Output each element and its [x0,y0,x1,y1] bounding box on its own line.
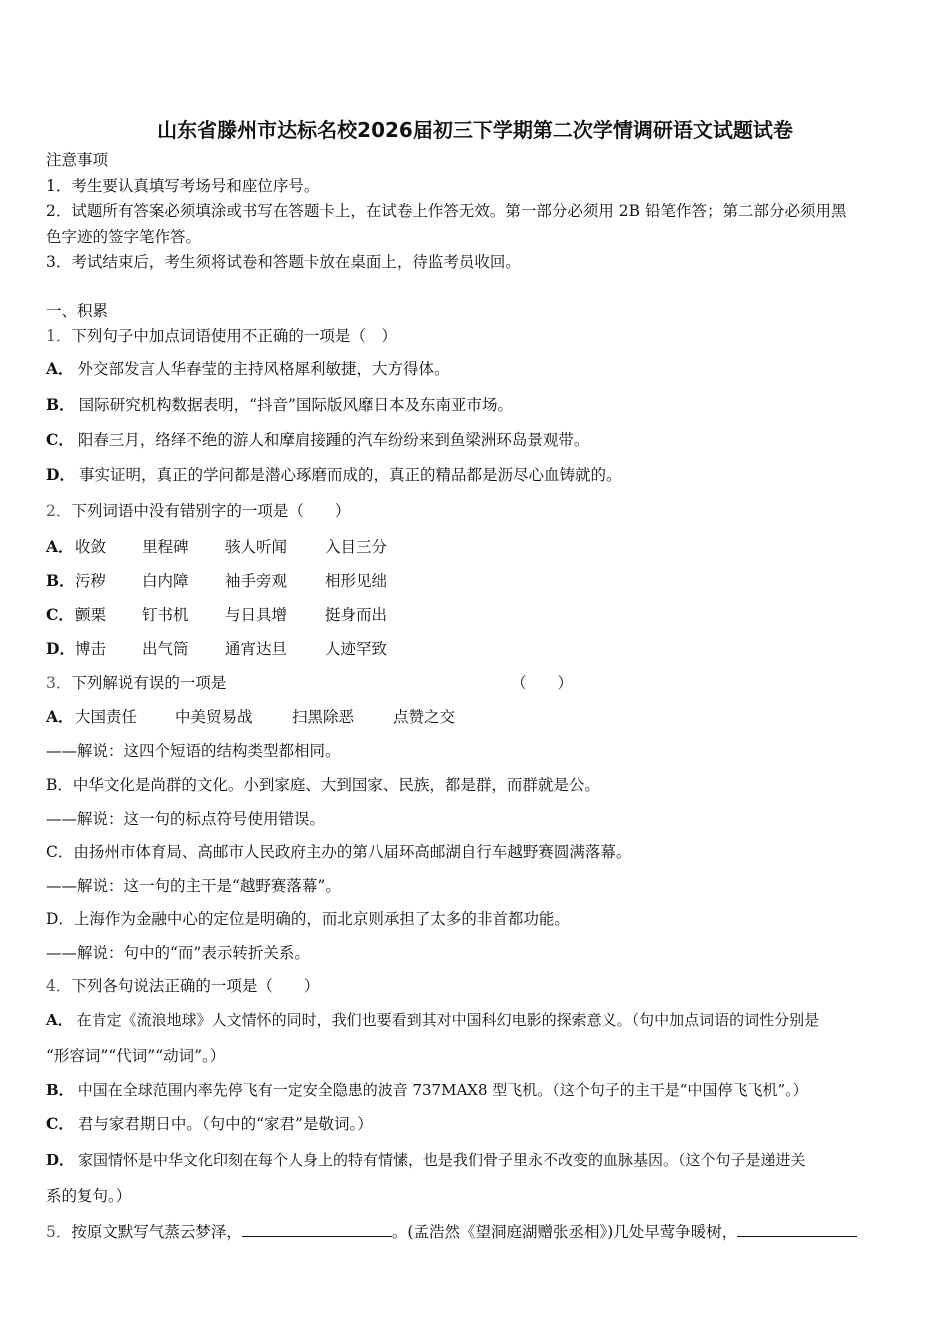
option-d [46,465,621,485]
option-text: 阳春三月，络绎不绝的游人和摩肩接踵的汽车纷纷来到鱼梁洲环岛景观带。 [77,431,590,449]
word: 大国责任 [75,708,138,726]
question-number: 3． [46,674,72,692]
question-stem: 下列句子中加点词语使用不正确的一项是（ ） [71,327,397,345]
option-text: 在肯定《流浪地球》人文情怀的同时，我们也要看到其对中国科幻电影的探索意义。（句中加点词语的词性分别是 [76,1011,820,1029]
option-label: A． [46,537,74,556]
answer-blank[interactable] [242,1222,392,1237]
option-a [46,1010,819,1030]
option-label: B． [46,571,75,590]
word: 入目三分 [325,538,388,556]
notice-heading: 注意事项 [46,151,109,169]
word: 通宵达旦 [225,640,288,658]
option-d [46,1150,806,1170]
option-c [46,430,589,450]
question-5 [46,1222,857,1242]
question-2 [46,501,350,521]
option-c: C．由扬州市体育局、高邮市人民政府主办的第八届环高邮湖自行车越野赛圆满落幕。 [46,843,632,861]
notice-item: 2．试题所有答案必须填涂或书写在答题卡上，在试卷上作答无效。第一部分必须用 2B 铅笔作答；第二部分必须用黑 [46,202,847,220]
question-number: 4． [46,977,72,995]
question-number: 5． [46,1223,72,1241]
question-stem: 下列解说有误的一项是 [71,674,227,692]
question-text: 。(孟浩然《望洞庭湖赠张丞相》)几处早莺争暖树， [391,1223,738,1241]
section-heading: 一、积累 [46,302,109,320]
option-text: 君与家君期日中。（句中的“家君”是敬词。） [77,1115,373,1133]
option-a [46,537,446,557]
word: 相形见绌 [325,572,388,590]
question-number: 1． [46,327,72,345]
word: 中美贸易战 [175,708,253,726]
word: 出气筒 [142,640,189,658]
word: 袖手旁观 [225,572,288,590]
word: 污秽 [75,572,107,590]
option-label: A． [46,1011,73,1029]
option-text: 家国情怀是中华文化印刻在每个人身上的特有情愫，也是我们骨子里永不改变的血脉基因。（这个句子是递进关 [78,1151,806,1169]
word: 里程碑 [142,538,189,556]
word: 扫黑除恶 [292,708,355,726]
option-b [46,1080,808,1100]
question-stem: 下列词语中没有错别字的一项是（ ） [71,502,351,520]
explanation: ——解说：这一句的主干是“越野赛落幕”。 [46,877,341,895]
option-a [46,707,546,727]
option-label: D． [46,1151,75,1169]
option-label: C． [46,605,74,624]
option-d-continued: 系的复句。） [46,1187,132,1205]
option-b: B．中华文化是尚群的文化。小到家庭、大到国家、民族，都是群，而群就是公。 [46,776,600,794]
option-b [46,395,513,415]
notice-item: 色字迹的签字笔作答。 [46,228,202,246]
option-text: 国际研究机构数据表明，“抖音”国际版风靡日本及东南亚市场。 [78,396,513,414]
option-c [46,605,446,625]
option-label: B． [46,395,75,414]
word: 博击 [75,640,107,658]
explanation: ——解说：这四个短语的结构类型都相同。 [46,742,341,760]
question-text: 按原文默写气蒸云梦泽， [71,1223,242,1241]
option-text: 中国在全球范围内率先停飞有一定安全隐患的波音 737MAX8 型飞机。（这个句子的主干是“中国停飞飞机”。） [77,1081,808,1099]
option-a [46,359,450,379]
option-d [46,639,446,659]
page-title: 山东省滕州市达标名校2026届初三下学期第二次学情调研语文试题试卷 [157,118,793,142]
explanation: ——解说：这一句的标点符号使用错误。 [46,810,326,828]
question-1 [46,326,397,346]
question-3 [46,673,646,693]
answer-blank[interactable] [737,1222,857,1237]
option-label: B． [46,1081,74,1099]
option-label: C． [46,430,74,449]
answer-paren: （ ） [511,674,574,692]
word: 白内障 [142,572,189,590]
option-c [46,1114,373,1134]
question-number: 2． [46,502,72,520]
option-b [46,571,446,591]
word: 与日具增 [225,606,288,624]
notice-item: 3．考试结束后，考生须将试卷和答题卡放在桌面上，待监考员收回。 [46,253,521,271]
word: 挺身而出 [325,606,388,624]
option-text: 外交部发言人华春莹的主持风格犀利敏捷，大方得体。 [77,360,450,378]
explanation: ——解说：句中的“而”表示转折关系。 [46,944,310,962]
option-d: D．上海作为金融中心的定位是明确的，而北京则承担了太多的非首都功能。 [46,910,570,928]
word: 钉书机 [142,606,189,624]
option-label: D． [46,639,75,658]
option-text: 事实证明，真正的学问都是潜心琢磨而成的，真正的精品都是沥尽心血铸就的。 [78,466,622,484]
word: 颤栗 [75,606,107,624]
option-a-continued: “形容词”“代词”“动词”。） [46,1047,226,1065]
option-label: C． [46,1114,74,1133]
option-label: D． [46,465,75,484]
word: 骇人听闻 [225,538,288,556]
notice-item: 1．考生要认真填写考场号和座位序号。 [46,177,320,195]
option-label: A． [46,707,74,726]
word: 人迹罕致 [325,640,388,658]
option-label: A． [46,359,74,378]
word: 点赞之交 [393,708,456,726]
question-stem: 下列各句说法正确的一项是（ ） [71,977,320,995]
word: 收敛 [75,538,107,556]
question-4 [46,976,319,996]
